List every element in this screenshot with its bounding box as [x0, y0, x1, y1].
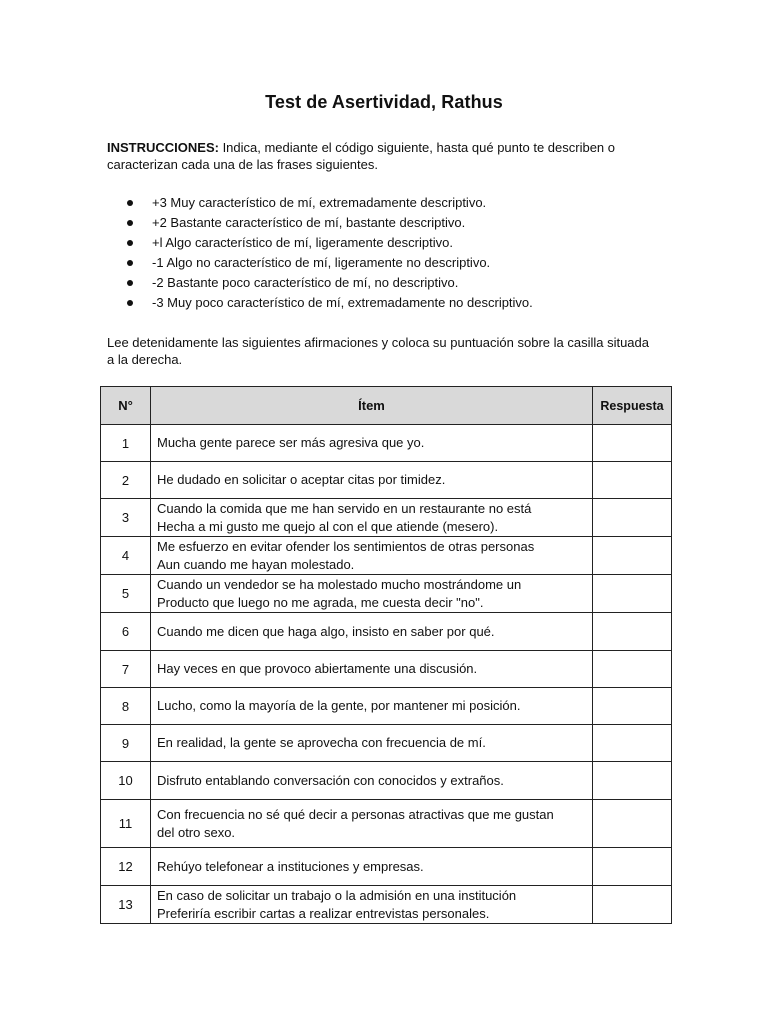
header-num: N° — [101, 387, 151, 425]
row-item — [151, 537, 593, 575]
response-cell[interactable] — [593, 800, 672, 848]
response-cell[interactable] — [593, 462, 672, 499]
item-text-line: Me esfuerzo en evitar ofender los sentimientos de otras personas — [157, 538, 535, 554]
response-cell[interactable] — [593, 499, 672, 537]
scale-item: +l Algo característico de mí, ligeramente descriptivo. — [127, 233, 533, 253]
row-number: 12 — [101, 848, 151, 886]
table-row — [101, 499, 672, 537]
response-cell[interactable] — [593, 848, 672, 886]
response-cell[interactable] — [593, 762, 672, 800]
row-number: 8 — [101, 688, 151, 725]
row-number: 13 — [101, 886, 151, 924]
page-title: Test de Asertividad, Rathus — [265, 92, 503, 112]
instructions-paragraph — [107, 139, 652, 173]
lead-paragraph: Lee detenidamente las siguientes afirmaciones y coloca su puntuación sobre la casilla situada a la derecha. — [107, 335, 649, 367]
row-number: 7 — [101, 651, 151, 688]
table-row — [101, 848, 672, 886]
bullet-icon — [127, 260, 133, 266]
response-cell[interactable] — [593, 725, 672, 762]
row-item — [151, 762, 593, 800]
table-row — [101, 613, 672, 651]
table-row — [101, 462, 672, 499]
item-text-line: Mucha gente parece ser más agresiva que yo. — [157, 435, 425, 450]
response-cell[interactable] — [593, 613, 672, 651]
item-text-line: Rehúyo telefonear a instituciones y empresas. — [157, 858, 424, 874]
item-text-line: Lucho, como la mayoría de la gente, por mantener mi posición. — [157, 698, 521, 713]
scale-item: +3 Muy característico de mí, extremadamente descriptivo. — [127, 193, 533, 213]
item-text-line: En caso de solicitar un trabajo o la admisión en una institución — [157, 887, 517, 903]
item-text-line: Hecha a mi gusto me quejo al con el que atiende (mesero). — [157, 518, 499, 534]
assertiveness-table — [100, 386, 672, 924]
item-text-line: del otro sexo. — [157, 824, 236, 840]
item-text-line: Con frecuencia no sé qué decir a personas atractivas que me gustan — [157, 806, 554, 822]
response-cell[interactable] — [593, 425, 672, 462]
item-text-line: Hay veces en que provoco abiertamente una discusión. — [157, 661, 478, 676]
header-item: Ítem — [151, 387, 593, 425]
response-cell[interactable] — [593, 886, 672, 924]
table-header-row — [101, 387, 672, 425]
row-item — [151, 499, 593, 537]
item-text-line: Cuando me dicen que haga algo, insisto en saber por qué. — [157, 623, 495, 639]
response-cell[interactable] — [593, 688, 672, 725]
row-number: 2 — [101, 462, 151, 499]
row-item — [151, 848, 593, 886]
scale-item: -3 Muy poco característico de mí, extremadamente no descriptivo. — [127, 293, 533, 313]
instructions-text: Indica, mediante el código siguiente, hasta qué punto te describen o caracterizan cada una de las frases siguientes. — [107, 140, 616, 172]
item-text-line: Disfruto entablando conversación con conocidos y extraños. — [157, 772, 504, 788]
bullet-icon — [127, 220, 133, 226]
row-item — [151, 800, 593, 848]
scale-item: -2 Bastante poco característico de mí, no descriptivo. — [127, 273, 533, 293]
bullet-icon — [127, 280, 133, 286]
bullet-icon — [127, 300, 133, 306]
row-item — [151, 688, 593, 725]
response-cell[interactable] — [593, 575, 672, 613]
table-row — [101, 651, 672, 688]
table-row — [101, 425, 672, 462]
item-text-line: Cuando la comida que me han servido en un restaurante no está — [157, 500, 532, 516]
row-number: 10 — [101, 762, 151, 800]
row-item — [151, 462, 593, 499]
bullet-icon — [127, 200, 133, 206]
row-item — [151, 886, 593, 924]
table-row — [101, 537, 672, 575]
item-text-line: He dudado en solicitar o aceptar citas por timidez. — [157, 472, 446, 487]
row-number: 11 — [101, 800, 151, 848]
row-item — [151, 425, 593, 462]
row-item — [151, 725, 593, 762]
scale-list — [127, 193, 533, 313]
item-text-line: Aun cuando me hayan molestado. — [157, 556, 355, 572]
row-item — [151, 613, 593, 651]
table-row — [101, 575, 672, 613]
row-item — [151, 575, 593, 613]
table-row — [101, 688, 672, 725]
row-number: 3 — [101, 499, 151, 537]
header-response: Respuesta — [593, 387, 672, 425]
row-number: 1 — [101, 425, 151, 462]
item-text-line: Producto que luego no me agrada, me cuesta decir "no". — [157, 594, 484, 610]
item-text-line: Cuando un vendedor se ha molestado mucho mostrándome un — [157, 576, 522, 592]
bullet-icon — [127, 240, 133, 246]
table-row — [101, 725, 672, 762]
row-number: 9 — [101, 725, 151, 762]
response-cell[interactable] — [593, 651, 672, 688]
response-cell[interactable] — [593, 537, 672, 575]
table-row — [101, 800, 672, 848]
row-number: 5 — [101, 575, 151, 613]
table-row — [101, 762, 672, 800]
item-text-line: En realidad, la gente se aprovecha con frecuencia de mí. — [157, 735, 486, 750]
item-text-line: Preferiría escribir cartas a realizar entrevistas personales. — [157, 905, 490, 921]
table-row — [101, 886, 672, 924]
row-number: 4 — [101, 537, 151, 575]
scale-item: +2 Bastante característico de mí, bastante descriptivo. — [127, 213, 533, 233]
scale-item: -1 Algo no característico de mí, ligeramente no descriptivo. — [127, 253, 533, 273]
instructions-label: INSTRUCCIONES: — [107, 140, 219, 155]
row-number: 6 — [101, 613, 151, 651]
row-item — [151, 651, 593, 688]
